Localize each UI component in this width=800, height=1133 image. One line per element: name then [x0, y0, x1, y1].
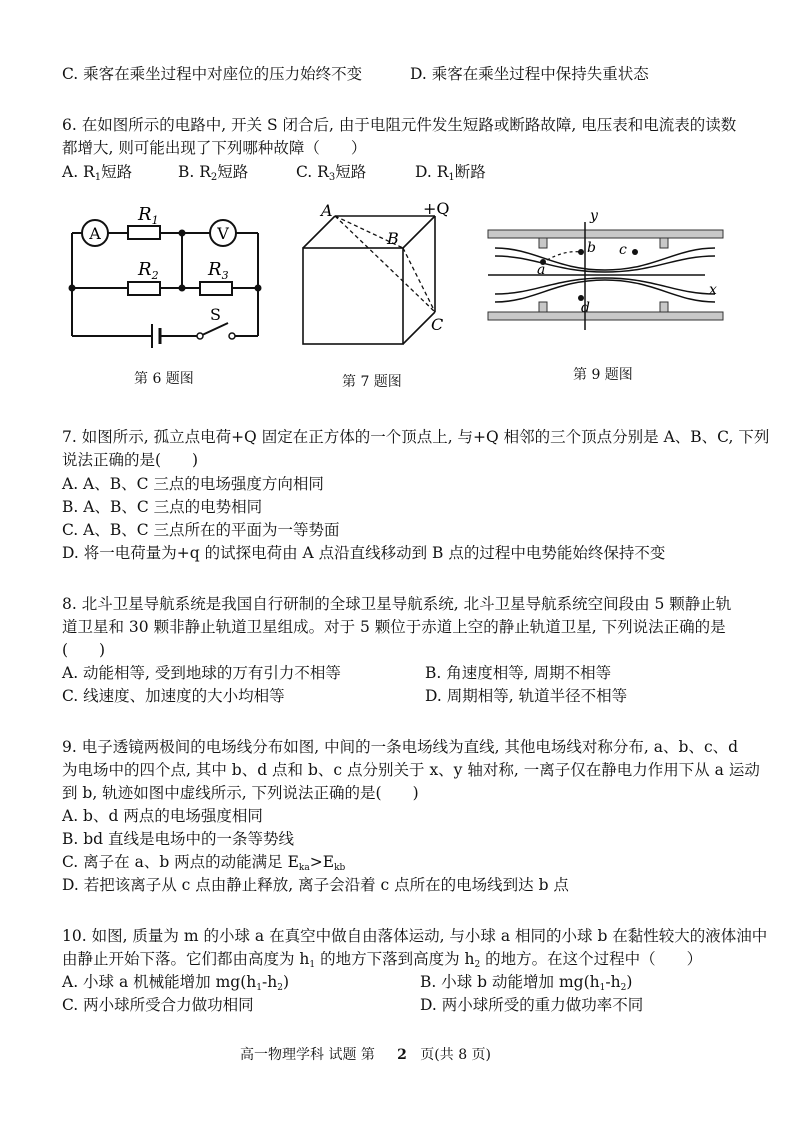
q5-option-c: C. 乘客在乘坐过程中对座位的压力始终不变 [62, 65, 363, 83]
figure-9-field [485, 200, 735, 340]
svg-text:C: C [431, 315, 444, 334]
q6-option-d: D. R1断路 [415, 163, 486, 183]
q7-stem-line1: 7. 如图所示, 孤立点电荷+Q 固定在正方体的一个顶点上, 与+Q 相邻的三个顶点分别是 A、B、C, 下列 [62, 428, 770, 446]
resistor-r2 [128, 282, 160, 295]
q9-stem-line1: 9. 电子透镜两极间的电场线分布如图, 中间的一条电场线为直线, 其他电场线对称分布, a、b、c、d [62, 738, 739, 756]
svg-text:y: y [590, 208, 598, 224]
svg-text:b: b [587, 240, 596, 256]
q9-option-c: C. 离子在 a、b 两点的动能满足 Eka>Ekb [62, 853, 346, 873]
figure-9-caption: 第 9 题图 [573, 367, 633, 383]
svg-text:B: B [387, 229, 399, 248]
figure-7-cube [295, 198, 465, 348]
svg-text:A: A [89, 224, 101, 243]
q10-option-c: C. 两小球所受合力做功相同 [62, 996, 254, 1014]
q10-option-d: D. 两小球所受的重力做功率不同 [420, 996, 644, 1014]
q7-option-a: A. A、B、C 三点的电场强度方向相同 [62, 475, 324, 493]
q7-option-c: C. A、B、C 三点所在的平面为一等势面 [62, 521, 340, 539]
q8-option-c: C. 线速度、加速度的大小均相等 [62, 687, 285, 705]
svg-text:S: S [210, 305, 221, 324]
q10-stem-line1: 10. 如图, 质量为 m 的小球 a 在真空中做自由落体运动, 与小球 a 相同的小球 b 在黏性较大的液体油中 [62, 927, 768, 945]
q8-stem-line1: 8. 北斗卫星导航系统是我国自行研制的全球卫星导航系统, 北斗卫星导航系统空间段由 5 颗静止轨 [62, 595, 732, 613]
q9-stem-line3: 到 b, 轨迹如图中虚线所示, 下列说法正确的是( ) [62, 784, 419, 802]
q7-option-d: D. 将一电荷量为+q 的试探电荷由 A 点沿直线移动到 B 点的过程中电势能始终保持不变 [62, 544, 666, 562]
q9-option-b: B. bd 直线是电场中的一条等势线 [62, 830, 295, 848]
svg-text:R1: $R_1$ [138, 204, 159, 227]
q7-stem-line2: 说法正确的是( ) [62, 451, 199, 469]
q9-option-a: A. b、d 两点的电场强度相同 [62, 807, 263, 825]
q8-option-a: A. 动能相等, 受到地球的万有引力不相等 [62, 664, 341, 682]
q9-option-d: D. 若把该离子从 c 点由静止释放, 离子会沿着 c 点所在的电场线到达 b 点 [62, 876, 569, 894]
q6-option-a: A. R1短路 [62, 163, 133, 183]
svg-text:R3: $R_3$ [208, 259, 229, 282]
svg-text:d: d [581, 300, 590, 316]
figure-6-caption: 第 6 题图 [134, 371, 194, 387]
q6-stem-line1: 6. 在如图所示的电路中, 开关 S 闭合后, 由于电阻元件发生短路或断路故障, 电压表和电流表的读数 [62, 116, 737, 134]
q9-stem-line2: 为电场中的四个点, 其中 b、d 点和 b、c 点分别关于 x、y 轴对称, 一离子仅在静电力作用下从 a 运动 [62, 761, 760, 779]
svg-text:x: x [709, 282, 717, 298]
q10-stem-line2: 由静止开始下落。它们都由高度为 h1 的地方下落到高度为 h2 的地方。在这个过程中（ ） [62, 950, 703, 970]
svg-text:a: a [537, 262, 546, 278]
resistor-r3 [200, 282, 232, 295]
q8-stem-line2: 道卫星和 30 颗非静止轨道卫星组成。对于 5 颗位于赤道上空的静止轨道卫星, 下列说法正确的是 [62, 618, 726, 636]
svg-text:R2: $R_2$ [138, 259, 159, 282]
figure-7-caption: 第 7 题图 [342, 374, 402, 390]
resistor-r1 [128, 226, 160, 239]
page-number: 2 [397, 1047, 407, 1063]
q8-option-d: D. 周期相等, 轨道半径不相等 [425, 687, 628, 705]
svg-text:c: c [619, 242, 627, 258]
q7-option-b: B. A、B、C 三点的电势相同 [62, 498, 263, 516]
q6-stem-line2: 都增大, 则可能出现了下列哪种故障（ ） [62, 139, 367, 157]
q8-stem-line3: ( ) [62, 641, 106, 659]
q10-option-a: A. 小球 a 机械能增加 mg(h1-h2) [62, 973, 289, 993]
figure-6-circuit [60, 198, 270, 348]
q8-option-b: B. 角速度相等, 周期不相等 [425, 664, 612, 682]
page-footer: 高一物理学科 试题 第 2 页(共 8 页) [240, 1047, 492, 1063]
q10-option-b: B. 小球 b 动能增加 mg(h1-h2) [420, 973, 633, 993]
svg-text:A: A [321, 201, 333, 220]
q6-option-c: C. R3短路 [296, 163, 367, 183]
svg-text:+Q: +Q [423, 199, 450, 218]
svg-text:V: V [217, 224, 229, 243]
q6-option-b: B. R2短路 [178, 163, 249, 183]
q5-option-d: D. 乘客在乘坐过程中保持失重状态 [410, 65, 649, 83]
